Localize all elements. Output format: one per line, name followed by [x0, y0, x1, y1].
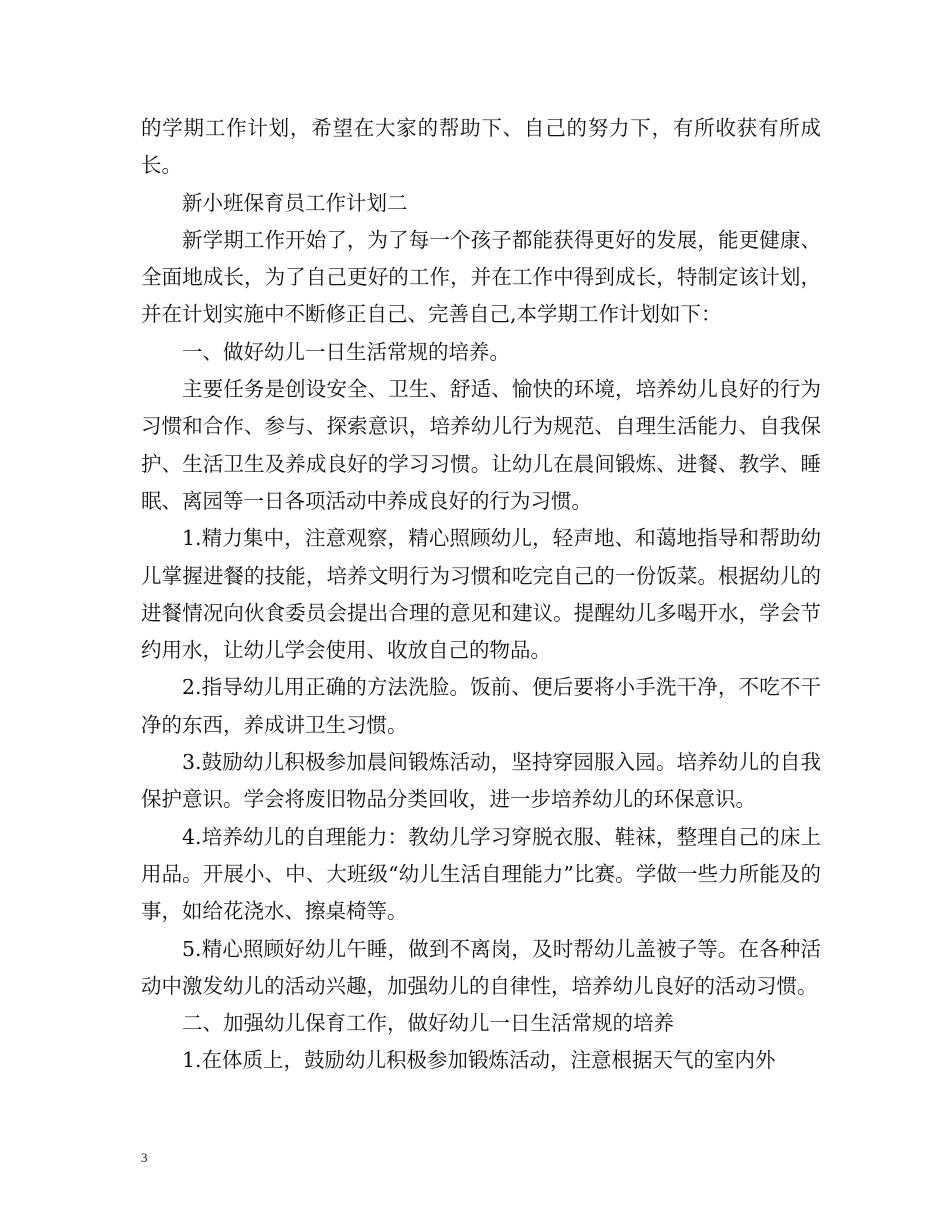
list-item-2: 2.指导幼儿用正确的方法洗脸。饭前、便后要将小手洗干净，不吃不干净的东西，养成讲卫生习惯。: [141, 675, 821, 737]
list-item-4: 4.培养幼儿的自理能力：教幼儿学习穿脱衣服、鞋袜，整理自己的床上用品。开展小、中、大班级“幼儿生活自理能力”比赛。学做一些力所能及的事，如给花浇水、擦桌椅等。: [141, 824, 821, 924]
heading-section-1: 一、做好幼儿一日生活常规的培养。: [182, 339, 510, 364]
paragraph-intro: 新学期工作开始了，为了每一个孩子都能获得更好的发展，能更健康、全面地成长，为了自己更好的工作，并在工作中得到成长，特制定该计划，并在计划实施中不断修正自己、完善自己,本学期工作计划如下：: [141, 227, 821, 327]
list-item-3: 3.鼓励幼儿积极参加晨间锻炼活动，坚持穿园服入园。培养幼儿的自我保护意识。学会将废旧物品分类回收，进一步培养幼儿的环保意识。: [141, 750, 821, 812]
list-item-5: 5.精心照顾好幼儿午睡，做到不离岗，及时帮幼儿盖被子等。在各种活动中激发幼儿的活动兴趣，加强幼儿的自律性，培养幼儿良好的活动习惯。: [141, 936, 821, 998]
paragraph-main-task: 主要任务是创设安全、卫生、舒适、愉快的环境，培养幼儿良好的行为习惯和合作、参与、探索意识，培养幼儿行为规范、自理生活能力、自我保护、生活卫生及养成良好的学习习惯。让幼儿在晨间锻炼、进餐、教学、睡眠、离园等一日各项活动中养成良好的行为习惯。: [141, 377, 821, 513]
list-item-1: 1.精力集中，注意观察，精心照顾幼儿，轻声地、和蔼地指导和帮助幼儿掌握进餐的技能，培养文明行为习惯和吃完自己的一份饭菜。根据幼儿的进餐情况向伙食委员会提出合理的意见和建议。提醒幼儿多喝开水，学会节约用水，让幼儿学会使用、收放自己的物品。: [141, 526, 821, 663]
list-item-section2-1: 1.在体质上，鼓励幼儿积极参加锻炼活动，注意根据天气的室内外: [182, 1048, 776, 1073]
paragraph-continuation: 的学期工作计划，希望在大家的帮助下、自己的努力下，有所收获有所成长。: [141, 116, 821, 178]
document-body: [141, 110, 821, 1080]
page-number: 3: [141, 1150, 148, 1165]
heading-section-2: 二、加强幼儿保育工作，做好幼儿一日生活常规的培养: [182, 1011, 674, 1036]
section-title-plan-two: 新小班保育员工作计划二: [182, 190, 408, 215]
